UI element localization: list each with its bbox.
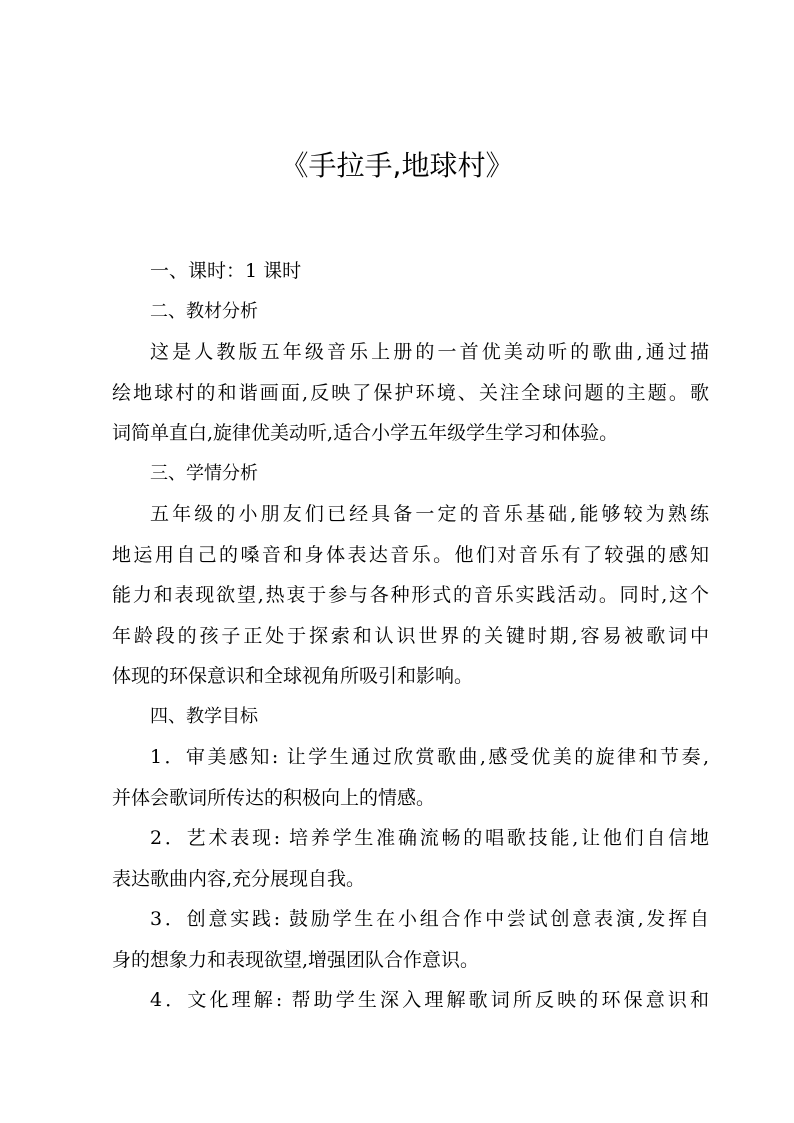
- text-line: 这是人教版五年级音乐上册的一首优美动听的歌曲,通过描: [150, 341, 709, 363]
- text-line: 并体会歌词所传达的积极向上的情感。: [112, 786, 436, 809]
- text-line: 年龄段的孩子正处于探索和认识世界的关键时期,容易被歌词中: [112, 624, 709, 647]
- text-line: 体现的环保意识和全球视角所吸引和影响。: [112, 665, 474, 687]
- text-line: 能力和表现欲望,热衷于参与各种形式的音乐实践活动。同时,这个: [112, 584, 709, 606]
- text-line: 4．文化理解: 帮助学生深入理解歌词所反映的环保意识和: [150, 989, 709, 1011]
- document-body: [112, 251, 709, 1021]
- section-heading: 四、教学目标: [150, 705, 258, 727]
- text-line: 3．创意实践: 鼓励学生在小组合作中尝试创意表演,发挥自: [150, 908, 709, 930]
- text-line: 身的想象力和表现欲望,增强团队合作意识。: [112, 948, 480, 971]
- document-title: 《手拉手,地球村》: [280, 149, 514, 182]
- text-line: 地运用自己的嗓音和身体表达音乐。他们对音乐有了较强的感知: [112, 543, 709, 566]
- text-line: 一、课时：1 课时: [150, 260, 302, 282]
- section-heading: 三、学情分析: [150, 462, 258, 484]
- text-line: 1．审美感知: 让学生通过欣赏歌曲,感受优美的旋律和节奏,: [150, 746, 709, 768]
- text-line: 绘地球村的和谐画面,反映了保护环境、关注全球问题的主题。歌: [112, 381, 709, 404]
- text-line: 词简单直白,旋律优美动听,适合小学五年级学生学习和体验。: [112, 422, 619, 444]
- text-line: 表达歌曲内容,充分展现自我。: [112, 867, 366, 890]
- text-line: 五年级的小朋友们已经具备一定的音乐基础,能够较为熟练: [150, 503, 709, 525]
- section-heading: 二、教材分析: [150, 300, 258, 322]
- text-line: 2．艺术表现: 培养学生准确流畅的唱歌技能,让他们自信地: [150, 827, 709, 849]
